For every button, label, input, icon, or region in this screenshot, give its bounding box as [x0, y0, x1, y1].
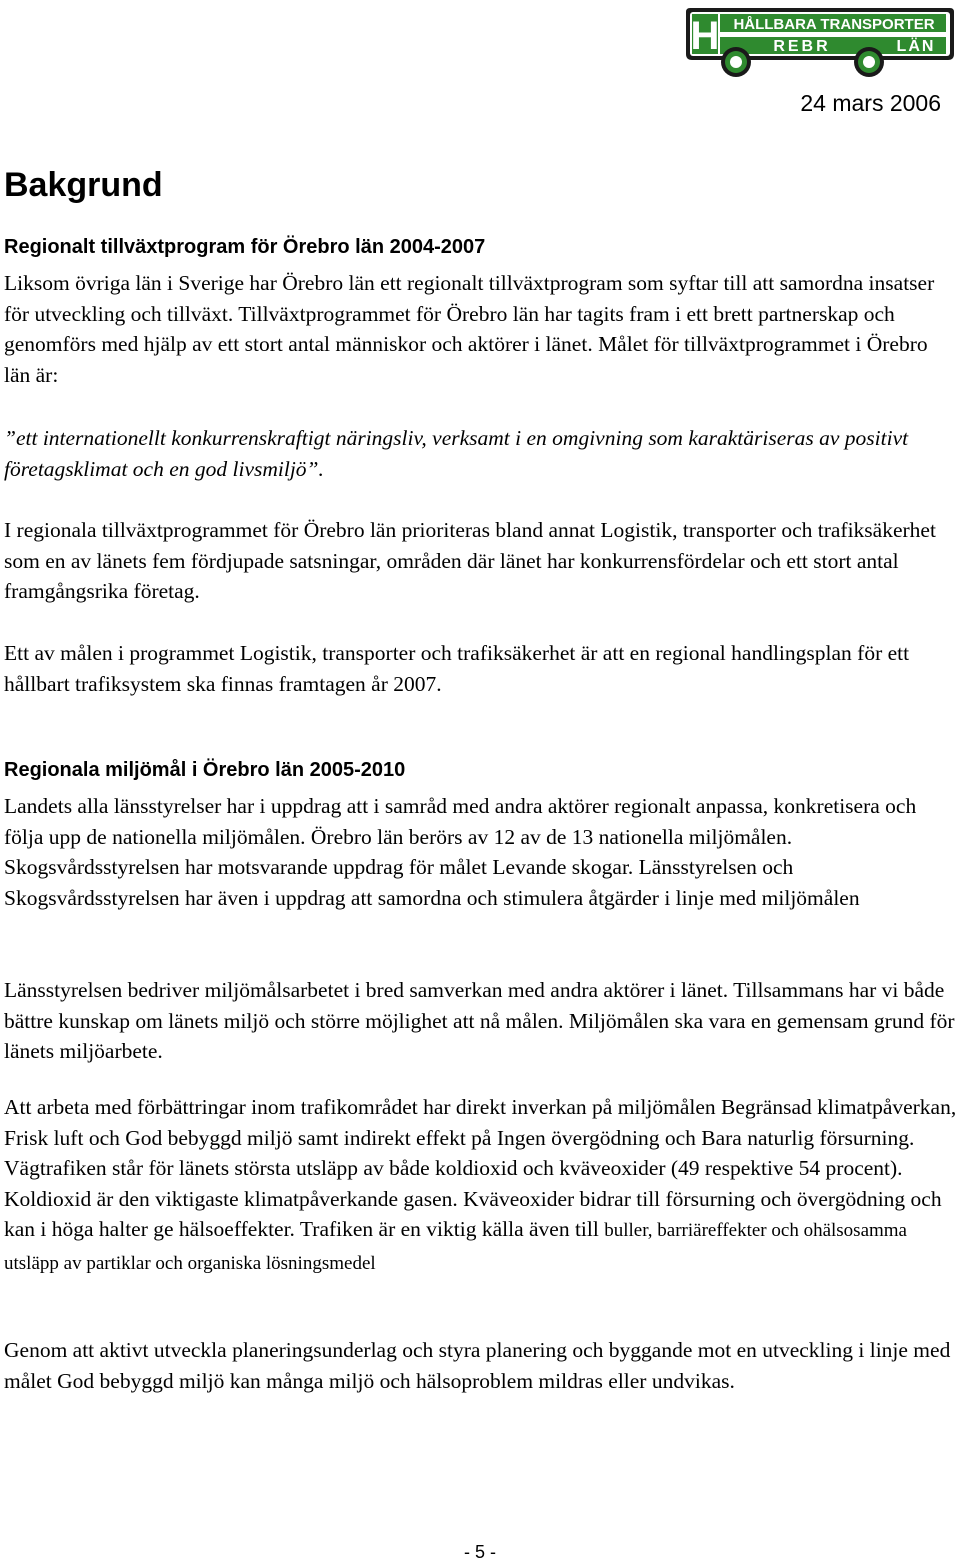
logo-line1: HÅLLBARA TRANSPORTER — [733, 16, 935, 33]
trafik-text-tail: buller, barriäreffekter och ohälsosamma utsläpp av partiklar och organiska lösningsmedel — [4, 1220, 907, 1274]
hallbara-transporter-logo — [684, 4, 956, 80]
document-date: 24 mars 2006 — [800, 90, 941, 116]
page-number: - 5 - — [463, 1542, 496, 1562]
paragraph-handlingsplan: Ett av målen i programmet Logistik, transporter och trafiksäkerhet är att en regional handlingsplan för ett hållbart trafiksystem ska finnas framtagen år 2007. — [4, 641, 910, 696]
section-heading-miljomal: Regionala miljömål i Örebro län 2005-2010 — [4, 759, 406, 781]
paragraph-planering: Genom att aktivt utveckla planeringsunderlag och styra planering och byggande mot en utveckling i linje med målet God bebyggd miljö kan många miljö och hälsoproblem mildras eller undvikas. — [4, 1338, 951, 1393]
paragraph-trafik-miljoeffekter — [4, 1092, 958, 1280]
logo-line2-a: REBR — [773, 38, 831, 55]
paragraph-tillvaxtprogram-intro: Liksom övriga län i Sverige har Örebro län ett regionalt tillväxtprogram som syftar till att samordna insatser för utveckling och tillväxt. Tillväxtprogrammet för Örebro län har tagits fram i ett brett partnerskap och genomförs med hjälp av ett stort antal människor och aktörer i länet. Målet för tillväxtprogrammet i Örebro län är: — [4, 271, 935, 387]
paragraph-miljomalsarbete: Länsstyrelsen bedriver miljömålsarbetet i bred samverkan med andra aktörer i länet. Tillsammans har vi både bättre kunskap om länets miljö och större möjlighet att nå målen. Miljömålen ska vara en gemensam grund för länets miljöarbete. — [4, 978, 955, 1064]
svg-text:H: H — [690, 14, 720, 58]
section-heading-tillvaxtprogram: Regionalt tillväxtprogram för Örebro län 2004-2007 — [4, 236, 486, 258]
page-title: Bakgrund — [4, 166, 163, 204]
paragraph-prioriteringar: I regionala tillväxtprogrammet för Örebro län prioriteras bland annat Logistik, transporter och trafiksäkerhet som en av länets fem fördjupade satsningar, områden där länet har konkurrensfördelar och ett stort antal framgångsrika företag. — [4, 518, 936, 604]
trafik-text: Att arbeta med förbättringar inom trafikområdet har direkt inverkan på miljömålen Begränsad klimatpåverkan, Frisk luft och God bebyggd miljö samt indirekt effekt på Ingen övergödning och Bara naturlig försurning. Vägtrafiken står för länets största utsläpp av både koldioxid och kväveoxider (49 respektive 54 procent). Koldioxid är den viktigaste klimatpåverkande gasen. Kväveoxider bidrar till försurning och övergödning och kan i höga halter ge hälsoeffekter. Trafiken är en viktig källa även till — [4, 1095, 957, 1242]
quote-tillvaxtmal: ”ett internationellt konkurrenskraftigt näringsliv, verksamt i en omgivning som karaktäriseras av positivt företagsklimat och en god livsmiljö”. — [4, 426, 909, 481]
paragraph-miljomal-uppdrag: Landets alla länsstyrelser har i uppdrag att i samråd med andra aktörer regionalt anpassa, konkretisera och följa upp de nationella miljömålen. Örebro län berörs av 12 av de 13 nationella miljömålen. Skogsvårdsstyrelsen har motsvarande uppdrag för målet Levande skogar. Länsstyrelsen och Skogsvårdsstyrelsen har även i uppdrag att samordna och stimulera åtgärder i linje med miljömålen — [4, 794, 917, 910]
logo-line2-b: LÄN — [896, 38, 936, 55]
